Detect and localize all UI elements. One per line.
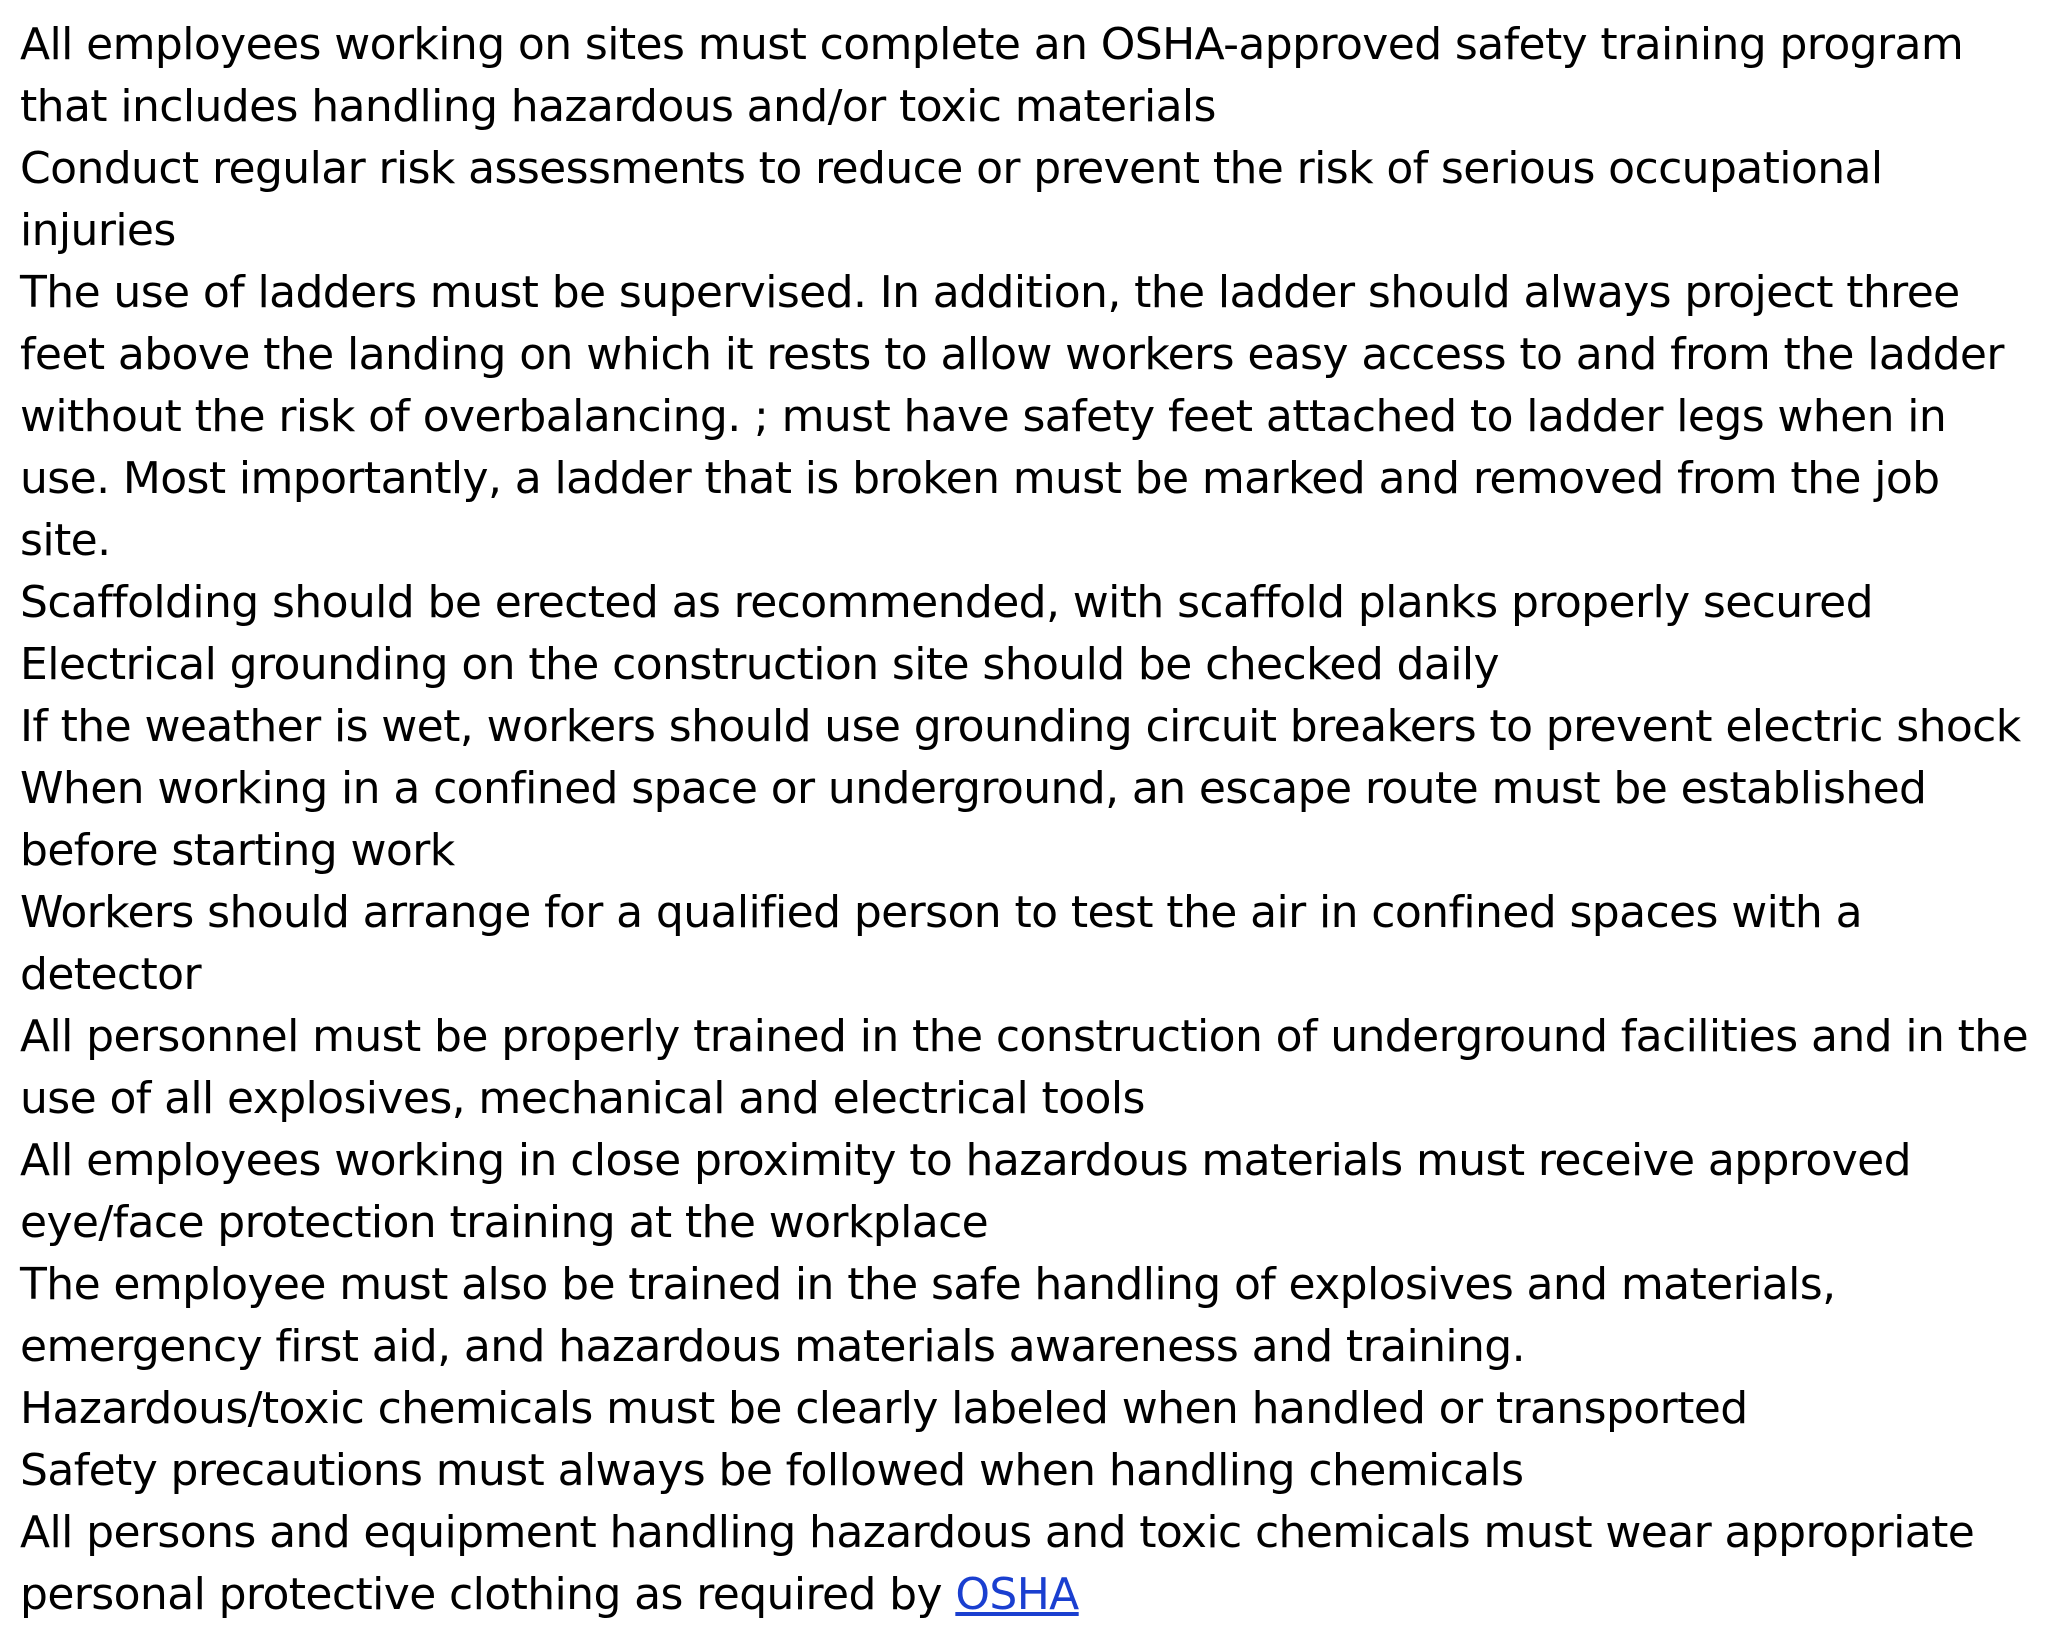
paragraph-risk-assessments: Conduct regular risk assessments to reduce or prevent the risk of serious occupational injuries <box>20 143 1883 256</box>
paragraph-confined-space-escape: When working in a confined space or underground, an escape route must be established before starting work <box>20 763 1927 876</box>
paragraph-eye-face-protection: All employees working in close proximity to hazardous materials must receive approved eye/face protection training at the workplace <box>20 1135 1911 1248</box>
paragraph-protective-clothing <box>20 1502 2040 1626</box>
paragraph-underground-training: All personnel must be properly trained in the construction of underground facilities and in the use of all explosives, mechanical and electrical tools <box>20 1011 2029 1124</box>
paragraph-safety-precautions: Safety precautions must always be followed when handling chemicals <box>20 1445 1524 1496</box>
paragraph-chemical-labeling: Hazardous/toxic chemicals must be clearly labeled when handled or transported <box>20 1383 1748 1434</box>
paragraph-scaffolding: Scaffolding should be erected as recommended, with scaffold planks properly secured <box>20 577 1873 628</box>
paragraph-wet-weather: If the weather is wet, workers should use grounding circuit breakers to prevent electric shock <box>20 701 2021 752</box>
paragraph-training-program: All employees working on sites must complete an OSHA-approved safety training program that includes handling hazardous and/or toxic materials <box>20 19 1964 132</box>
paragraph-ladders: The use of ladders must be supervised. In addition, the ladder should always project three feet above the landing on which it rests to allow workers easy access to and from the ladder without the risk of overbalancing. ; must have safety feet attached to ladder legs when in use. Most importantly, a ladder that is broken must be marked and removed from the job site. <box>20 267 2004 566</box>
paragraph-explosives-handling: The employee must also be trained in the safe handling of explosives and materials, emergency first aid, and hazardous materials awareness and training. <box>20 1259 1836 1372</box>
document-body <box>20 14 2040 1626</box>
protective-clothing-text: All persons and equipment handling hazardous and toxic chemicals must wear appropriate personal protective clothing as required by <box>20 1507 1975 1620</box>
paragraph-air-testing: Workers should arrange for a qualified person to test the air in confined spaces with a detector <box>20 887 1862 1000</box>
paragraph-electrical-grounding: Electrical grounding on the construction site should be checked daily <box>20 639 1499 690</box>
osha-link[interactable]: OSHA <box>955 1569 1079 1620</box>
